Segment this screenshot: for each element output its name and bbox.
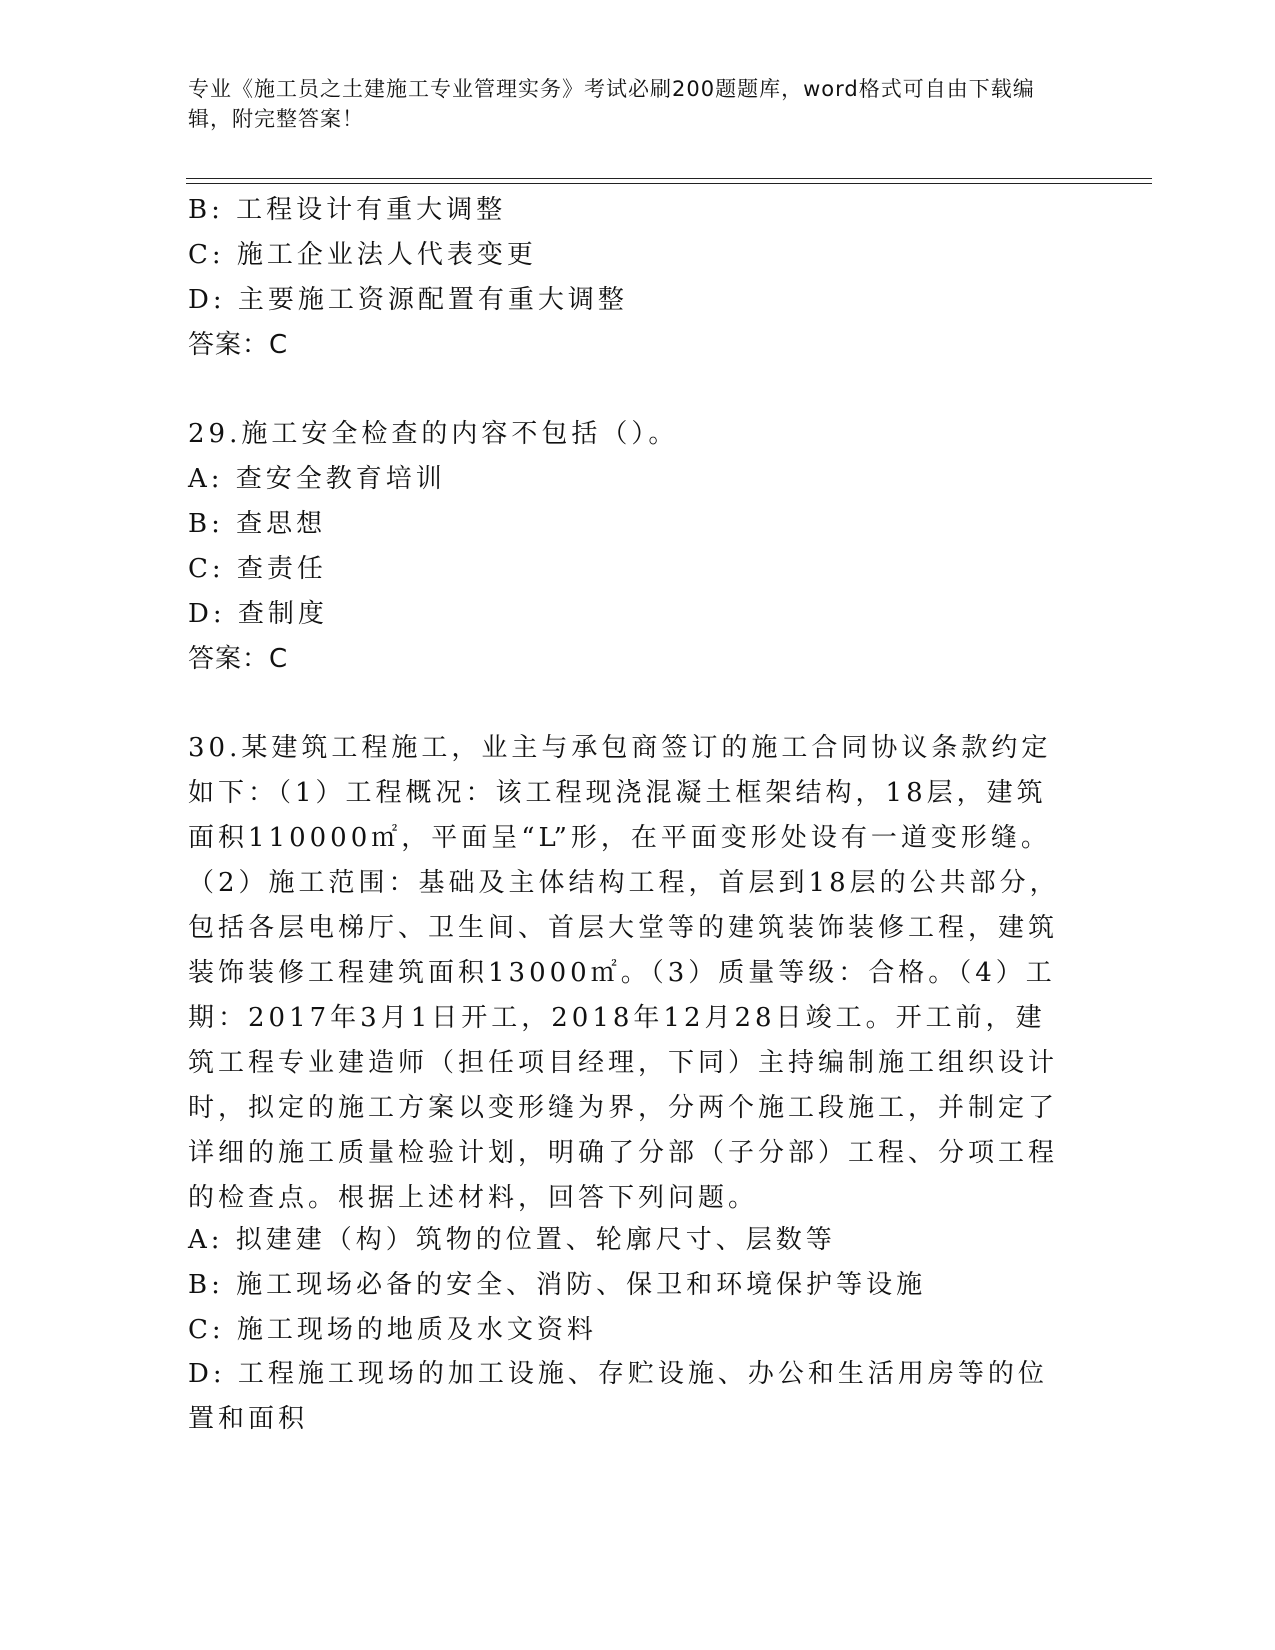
header-divider-top [186,178,1152,179]
q29-option-b: B: 查思想 [188,509,327,539]
q29-answer: 答案：C [188,644,289,674]
q28-answer: 答案：C [188,330,289,360]
q28-option-d: D: 主要施工资源配置有重大调整 [188,285,628,315]
document-header: 专业《施工员之土建施工专业管理实务》考试必刷200题题库，word格式可自由下载编辑，附完整答案！ [188,77,1035,131]
q29-question: 29.施工安全检查的内容不包括（）。 [188,419,679,449]
q29-option-d: D: 查制度 [188,599,328,629]
header-divider-bottom [186,183,1152,184]
q29-option-a: A: 查安全教育培训 [188,464,446,494]
q30-option-d: D: 工程施工现场的加工设施、存贮设施、办公和生活用房等的位置和面积 [188,1359,1048,1434]
q30-option-c: C: 施工现场的地质及水文资料 [188,1315,597,1345]
q28-option-b: B: 工程设计有重大调整 [188,195,507,225]
q30-question: 30.某建筑工程施工，业主与承包商签订的施工合同协议条款约定如下：（1）工程概况：该工程现浇混凝土框架结构，18层，建筑面积110000㎡，平面呈“L”形，在平面变形处设有一道变形缝。（2）施工范围：基础及主体结构工程，首层到18层的公共部分，包括各层电梯厅、卫生间、首层大堂等的建筑装饰装修工程，建筑装饰装修工程建筑面积13000㎡。（3）质量等级：合格。（4）工期：2017年3月1日开工，2018年12月28日竣工。开工前，建筑工程专业建造师（担任项目经理，下同）主持编制施工组织设计时，拟定的施工方案以变形缝为界，分两个施工段施工，并制定了详细的施工质量检验计划，明确了分部（子分部）工程、分项工程的检查点。根据上述材料，回答下列问题。 [188,733,1060,1213]
q30-option-a: A: 拟建建（构）筑物的位置、轮廓尺寸、层数等 [188,1225,836,1255]
q28-option-c: C: 施工企业法人代表变更 [188,240,537,270]
q29-option-c: C: 查责任 [188,554,327,584]
q30-option-b: B: 施工现场必备的安全、消防、保卫和环境保护等设施 [188,1270,927,1300]
